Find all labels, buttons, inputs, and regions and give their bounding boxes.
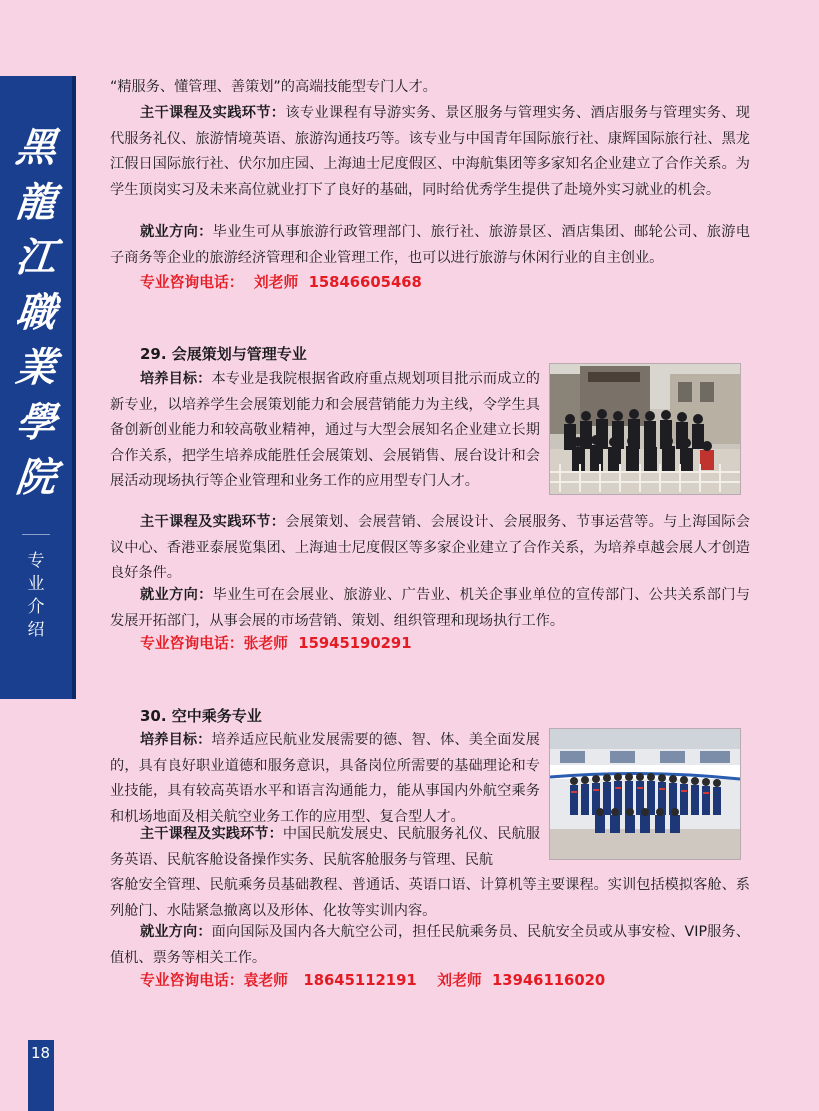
college-name-char: 職 — [13, 289, 59, 336]
career-text: 毕业生可在会展业、旅游业、广告业、机关企事业单位的宣传部门、公共关系部门与发展开拓部门，从事会展的市场营销、策划、组织管理和现场执行工作。 — [110, 587, 750, 629]
courses-label: 主干课程及实践环节： — [140, 105, 286, 121]
section29-consult-phone: 专业咨询电话：张老师 15945190291 — [140, 635, 412, 652]
career-text: 面向国际及国内各大航空公司，担任民航乘务员、民航安全员或从事安检、VIP服务、值机、票务等相关工作。 — [110, 924, 750, 966]
courses-label: 主干课程及实践环节： — [140, 826, 283, 842]
section28-career — [110, 220, 750, 271]
group-photo-illustration — [550, 364, 740, 494]
courses-text: 会展策划、会展营销、会展设计、会展服务、节事运营等。与上海国际会议中心、香港亚泰展览集团、上海迪士尼度假区等多家企业建立了合作关系，为培养卓越会展人才创造良好条件。 — [110, 514, 750, 581]
career-label: 就业方向： — [140, 224, 213, 240]
flight-attendant-group-photo — [550, 729, 740, 859]
section28-intro: “精服务、懂管理、善策划”的高端技能型专门人才。 — [110, 79, 437, 95]
section-label-char: 业 — [27, 574, 45, 594]
section30-consult-phone: 专业咨询电话：袁老师 18645112191 刘老师 13946116020 — [140, 972, 606, 989]
courses-text: 中国民航发展史、民航服务礼仪、民航服务英语、民航客舱设备操作实务、民航客舱服务与管理、民航 — [110, 826, 540, 868]
goal-text: 本专业是我院根据省政府重点规划项目批示而成立的新专业，以培养学生会展策划能力和会展营销能力为主线，令学生具备创新创业能力和较高敬业精神，通过与大型会展知名企业建立长期合作关系，把学生培养成能胜任会展策划、会展销售、展台设计和会展活动现场执行等企业管理和业务工作的应用型专门人才。 — [110, 371, 540, 489]
section29-courses — [110, 510, 750, 587]
goal-label: 培养目标： — [140, 371, 212, 387]
sidebar-divider — [22, 534, 50, 535]
section-label-char: 介 — [27, 597, 45, 617]
section-label-char: 绍 — [27, 620, 45, 640]
section30-heading: 30. 空中乘务专业 — [140, 707, 262, 725]
attendants-photo-illustration — [550, 729, 740, 859]
section29-goal — [110, 367, 540, 495]
college-name-vertical — [0, 120, 72, 505]
college-name-char: 江 — [13, 234, 59, 281]
sidebar-banner — [0, 76, 76, 699]
goal-label: 培养目标： — [140, 732, 212, 748]
college-name-char: 業 — [13, 344, 59, 391]
section30-goal — [110, 728, 540, 830]
section-label-vertical — [0, 550, 72, 642]
page-number: 18 — [31, 1044, 51, 1062]
career-text: 毕业生可从事旅游行政管理部门、旅行社、旅游景区、酒店集团、邮轮公司、旅游电子商务等企业的旅游经济管理和企业管理工作，也可以进行旅游与休闲行业的自主创业。 — [110, 224, 750, 266]
college-name-char: 院 — [13, 454, 59, 501]
courses-text: 该专业课程有导游实务、景区服务与管理实务、酒店服务与管理实务、现代服务礼仪、旅游情境英语、旅游沟通技巧等。该专业与中国青年国际旅行社、康辉国际旅行社、黑龙江假日国际旅行社、伏尔加庄园、上海迪士尼度假区、中海航集团等多家知名企业建立了合作关系。为学生顶岗实习及未来高位就业打下了良好的基础，同时给优秀学生提供了赴境外实习就业的机会。 — [110, 105, 750, 198]
college-name-char: 黑 — [13, 124, 59, 171]
goal-text: 培养适应民航业发展需要的德、智、体、美全面发展的，具有良好职业道德和服务意识，具备岗位所需要的基础理论和专业技能，具有较高英语水平和语言沟通能力，能从事国内外航空乘务和机场地面及相关航空业务工作的应用型、复合型人才。 — [110, 732, 540, 825]
section30-courses-cont: 客舱安全管理、民航乘务员基础教程、普通话、英语口语、计算机等主要课程。实训包括模拟客舱、系列舱门、水陆紧急撤离以及形体、化妆等实训内容。 — [110, 877, 750, 919]
section30-career — [110, 920, 750, 971]
section30-courses — [110, 822, 540, 873]
college-name-char: 龍 — [13, 179, 59, 226]
section-label-char: 专 — [27, 551, 45, 571]
section29-career — [110, 583, 750, 634]
courses-label: 主干课程及实践环节： — [140, 514, 286, 530]
section28-courses — [110, 101, 750, 203]
section29-heading: 29. 会展策划与管理专业 — [140, 345, 307, 363]
career-label: 就业方向： — [140, 924, 212, 940]
section28-consult-phone: 专业咨询电话： 刘老师 15846605468 — [140, 274, 422, 291]
exhibition-group-photo — [550, 364, 740, 494]
college-name-char: 學 — [13, 399, 59, 446]
career-label: 就业方向： — [140, 587, 213, 603]
